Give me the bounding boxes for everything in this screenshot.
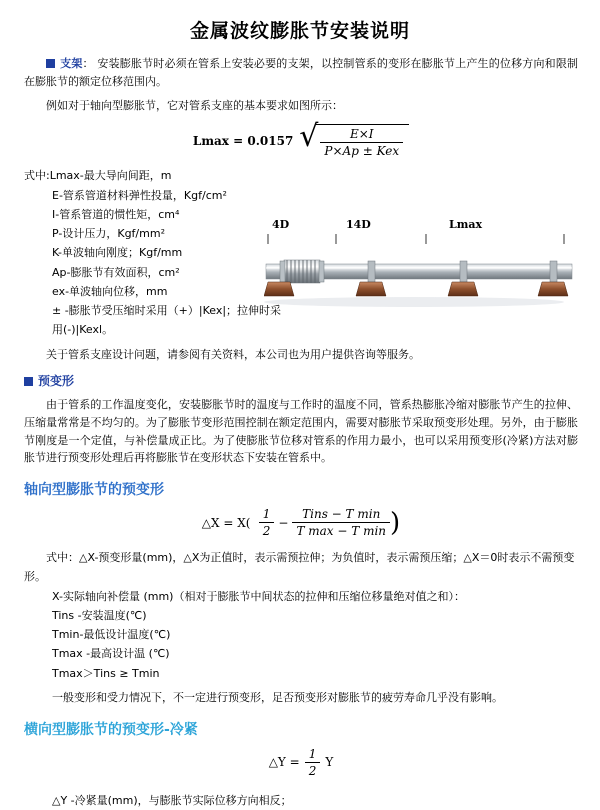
formula-lmax-lhs: Lmax = 0.0157	[192, 134, 294, 149]
formula-lmax-radical	[299, 119, 409, 159]
formula-axial-ratio-num: Tins − T min	[292, 507, 390, 523]
section-support-heading: 支架	[60, 57, 83, 70]
formula-lmax	[24, 119, 578, 159]
document-body	[0, 55, 600, 810]
definition-item: Tmax＞Tins ≥ Tmin	[52, 666, 160, 680]
radical-sign-icon: √	[299, 119, 319, 155]
diagram-label-4d: 4D	[272, 218, 290, 232]
section-support-text: 安装膨胀节时必须在管系上安装必要的支架，以控制管系的变形在膨胀节上产生的位移方向和限制在膨胀节的额定位移范围内。	[24, 57, 578, 88]
formula-axial-predeform	[24, 507, 578, 538]
formula-axial-minus: −	[278, 515, 289, 530]
formula-axial-close-paren: )	[390, 507, 401, 538]
blue-square-bullet-icon	[24, 377, 33, 386]
formula-axial-half-num: 1	[259, 507, 275, 523]
axial-note: 一般变形和受力情况下，不一定进行预变形，足否预变形对膨胀节的疲劳寿命几乎没有影响。	[52, 690, 503, 704]
section-support-closing: 关于管系支座设计问题，请参阅有关资料，本公司也为用户提供咨询等服务。	[46, 347, 420, 361]
subsection-lateral-heading: 横向型膨胀节的预变形-冷紧	[24, 721, 198, 738]
diagram-label-lmax: Lmax	[449, 218, 483, 232]
definition-item: ± -膨胀节受压缩时采用（+）|Kex|；拉伸时采用(-)|Kexl。	[52, 304, 282, 337]
section-support-example-line: 例如对于轴向型膨胀节，它对管系支座的基本要求如图所示：	[46, 98, 343, 112]
section-predeform-body: 由于管系的工作温度变化，安装膨胀节时的温度与工作时的温度不同，管系热膨胀冷缩对膨胀节产生的拉伸、压缩量常常是不均匀的。为了膨胀节变形范围控制在额定范围内，需要对膨胀节采取预变形处理。另外，由于膨胀节刚度是一个定值，与补偿量成正比。为了使膨胀节位移对管系的作用力最小，也可以采用预变形(冷紧)方法对膨胀节进行预变形处理后再将膨胀节在变形状态下安装在管系中。	[24, 397, 578, 465]
formula-axial-ratio	[292, 507, 390, 538]
definition-item: I-管系管道的惯性矩，cm⁴	[52, 207, 180, 221]
section-support-intro: 支架： 安装膨胀节时必须在管系上安装必要的支架，以控制管系的变形在膨胀节上产生的位移方向和限制在膨胀节的额定位移范围内。	[24, 57, 578, 88]
section-predeform-heading: 预变形	[38, 373, 75, 388]
formula-axial-half-den: 2	[262, 524, 271, 539]
diagram-dimension-labels	[264, 218, 574, 234]
section-predeform-heading-row	[24, 372, 578, 391]
diagram-svg	[264, 234, 574, 322]
formula-axial-half	[259, 507, 275, 538]
formula-axial-open-paren	[250, 513, 258, 533]
blue-square-bullet-icon	[46, 59, 55, 68]
support-definitions	[24, 166, 289, 339]
lateral-note: △Y -冷紧量(mm)，与膨胀节实际位移方向相反；	[52, 793, 292, 807]
definition-item: Tmax -最高设计温 (℃)	[52, 647, 170, 661]
axial-definitions	[24, 548, 578, 683]
formula-lmax-denominator: P×Ap ± Kex	[324, 144, 400, 159]
formula-lateral-lhs: △Y =	[268, 755, 300, 770]
definition-item: 式中：△X-预变形量(mm)，△X为正值时，表示需预拉伸；为负值时，表示需预压缩；△X＝0时表示不需预变形。	[24, 551, 575, 584]
formula-lmax-numerator: E×I	[320, 127, 403, 143]
definition-item: E-管系管道材料弹性投量，Kgf/cm²	[52, 188, 227, 202]
definition-item: 式中:Lmax-最大导向间距，m	[24, 169, 172, 183]
formula-lateral-half-den: 2	[308, 763, 317, 778]
formula-lateral-half-num: 1	[305, 747, 321, 763]
formula-axial-lhs: △X = X(	[201, 515, 251, 530]
definition-item: P-设计压力，Kgf/mm²	[52, 227, 165, 241]
definition-item: Tmin-最低设计温度(℃)	[52, 628, 171, 642]
formula-lateral-coldpull	[24, 747, 578, 778]
page-title: 金属波纹膨胀节安装说明	[189, 20, 410, 42]
definitions-and-diagram	[24, 166, 578, 339]
document-page	[0, 16, 600, 807]
definition-item: ex-单波轴向位移，mm	[52, 284, 168, 298]
definition-item: Ap-膨胀节有效面积，cm²	[52, 265, 180, 279]
expansion-joint-diagram	[264, 218, 574, 326]
definition-item: X-实际轴向补偿量 (mm)（相对于膨胀节中间状态的拉伸和压缩位移量绝对值之和）：	[52, 589, 465, 603]
subsection-axial-heading: 轴向型膨胀节的预变形	[24, 482, 164, 499]
diagram-label-14d: 14D	[346, 218, 371, 232]
formula-axial-ratio-den: T max − T min	[296, 524, 387, 539]
definition-item: K-单波轴向刚度；Kgf/mm	[52, 246, 183, 260]
formula-lateral-rhs: Y	[325, 755, 334, 770]
formula-lateral-half	[305, 747, 321, 778]
definition-item: Tins -安装温度(℃)	[52, 608, 147, 622]
